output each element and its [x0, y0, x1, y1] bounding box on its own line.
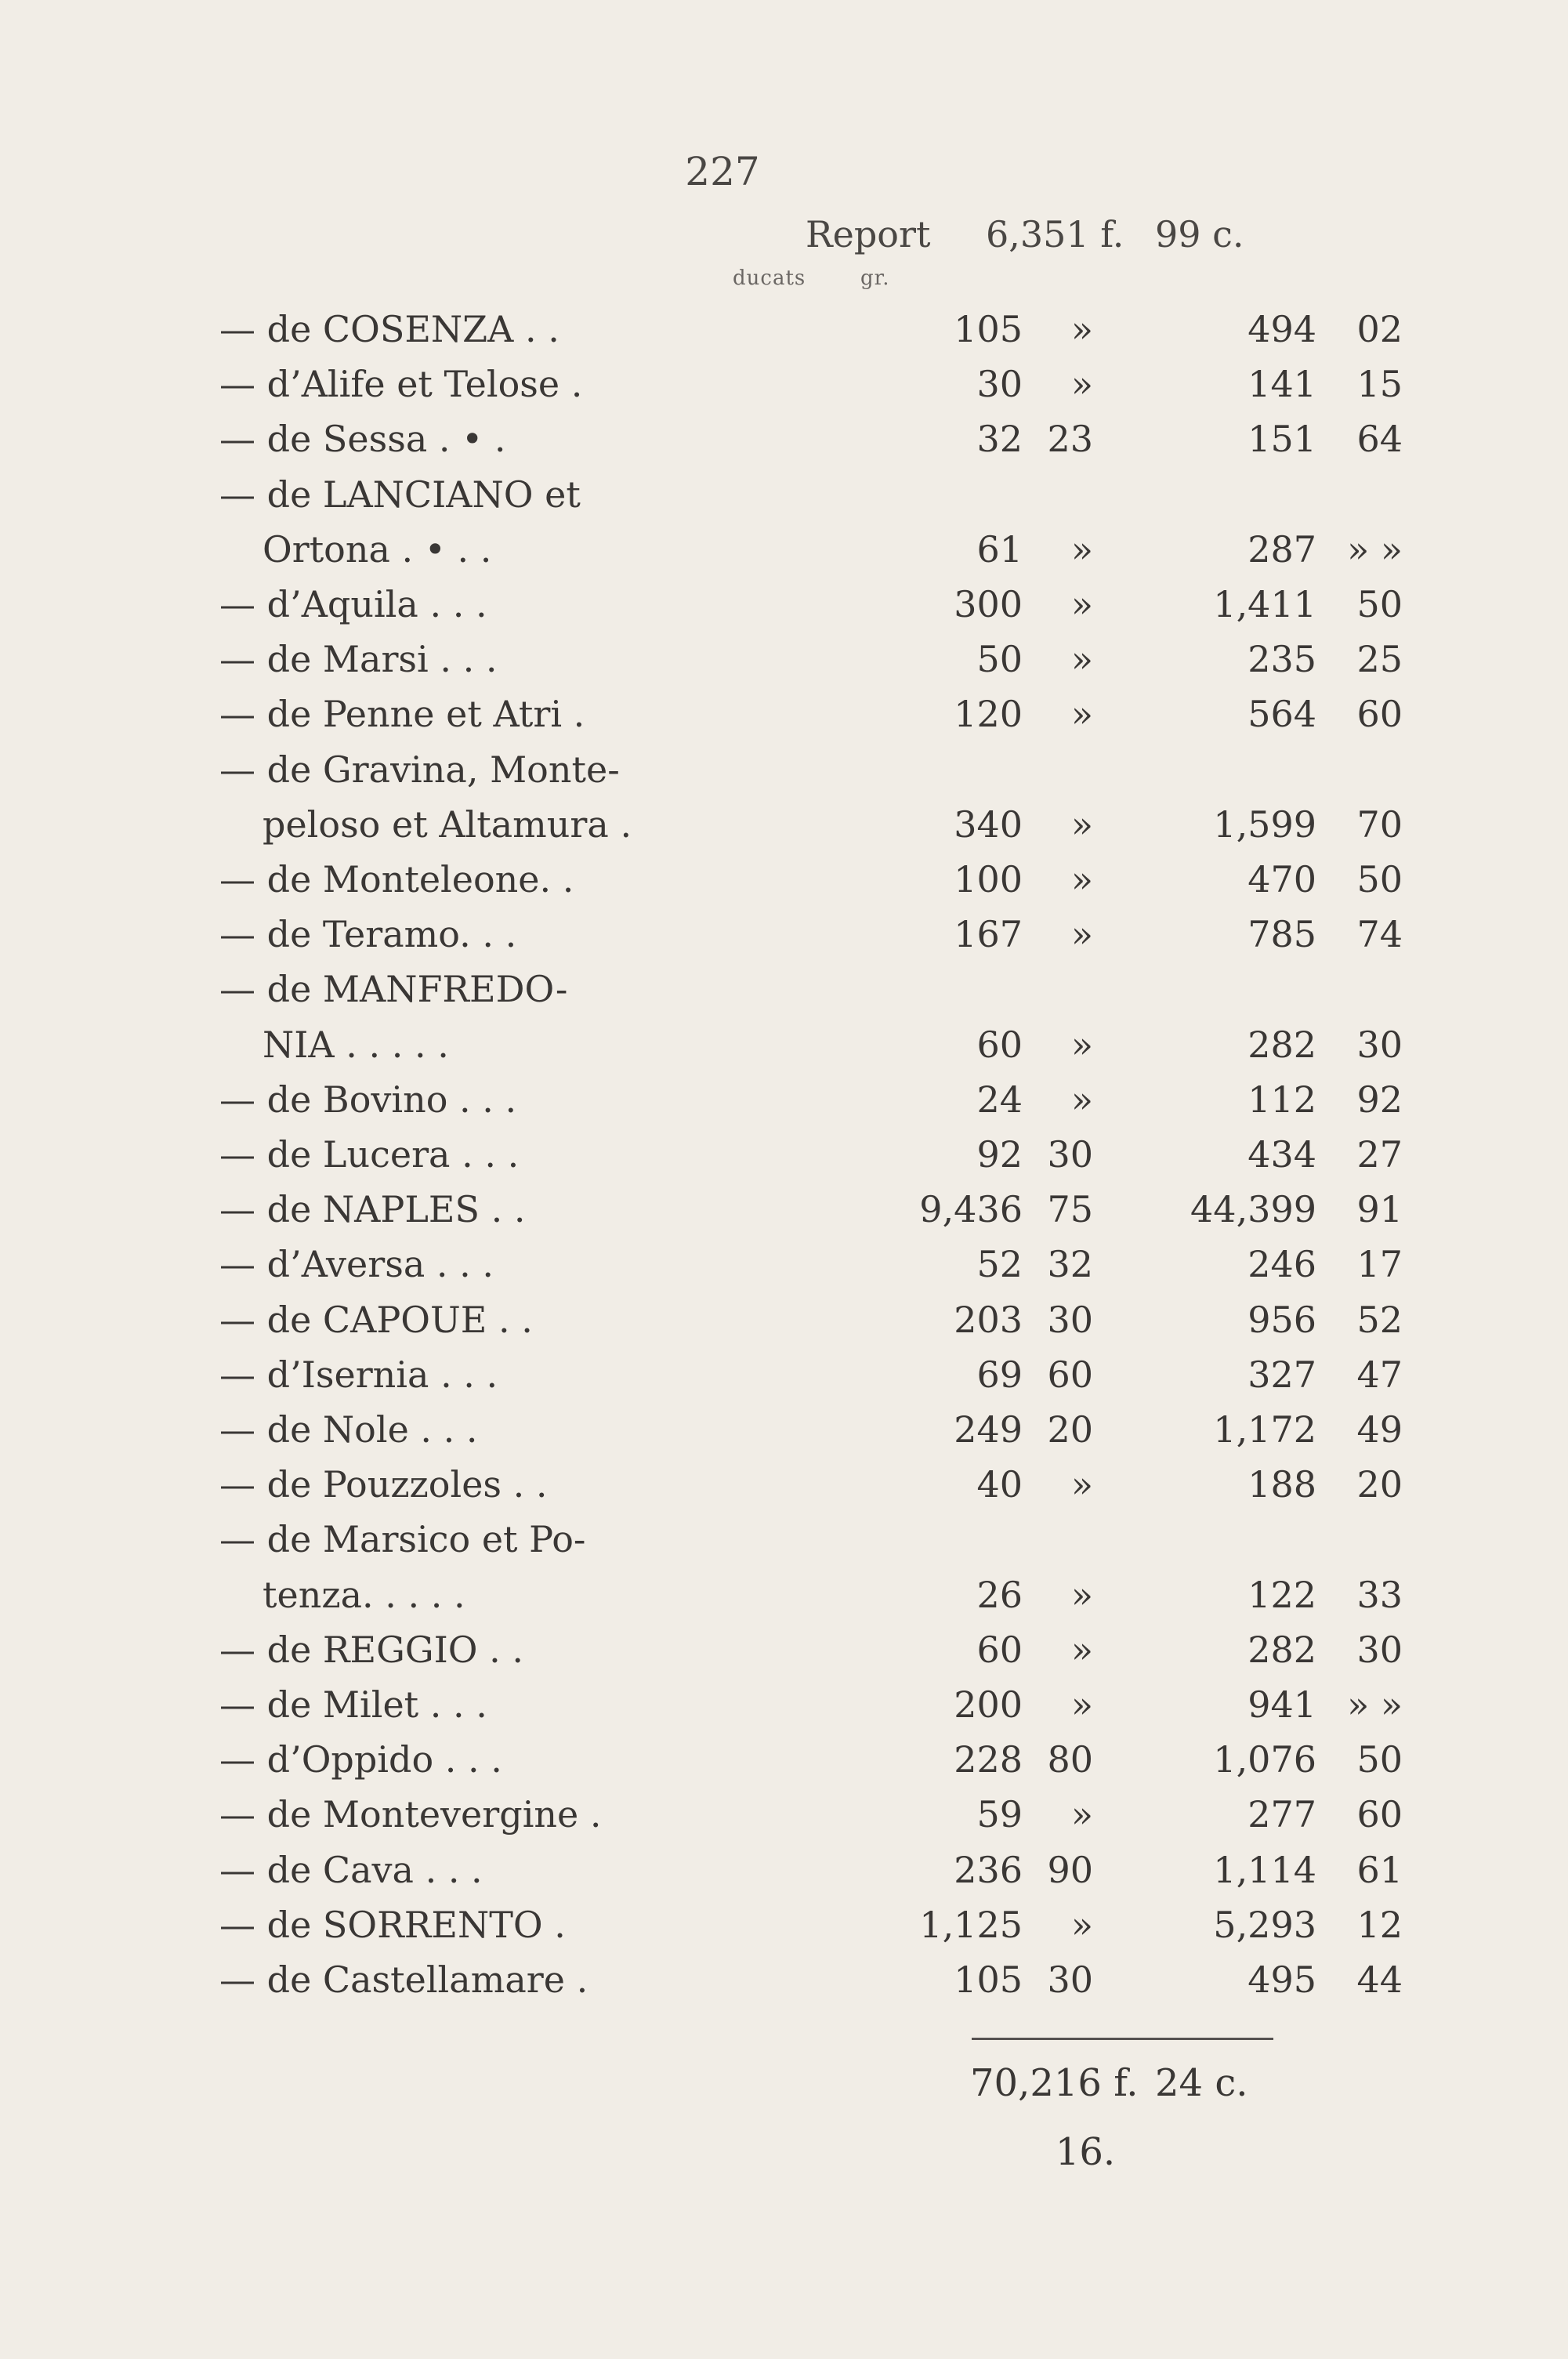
row-name: — de Pouzzoles . . [219, 1463, 548, 1506]
row-ducats: 100 [954, 858, 1023, 900]
row-grains: » [1070, 1463, 1093, 1506]
row-grains: » [1070, 1683, 1093, 1726]
row-francs: 956 [1248, 1298, 1316, 1341]
row-ducats: 60 [976, 1023, 1023, 1066]
row-ducats: 92 [976, 1133, 1023, 1176]
row-ducats: 105 [954, 1959, 1023, 2001]
row-cents: 74 [1356, 913, 1403, 956]
row-francs: 327 [1248, 1353, 1316, 1396]
table-row [212, 1512, 1293, 1567]
table-row [212, 411, 1403, 466]
row-name: — de Gravina, Monte- [219, 748, 620, 791]
row-cents: 25 [1356, 638, 1403, 681]
table-row [212, 1787, 1403, 1842]
row-name: — de Bovino . . . [219, 1078, 517, 1121]
row-ducats: 26 [976, 1573, 1023, 1616]
table-row [212, 797, 1403, 852]
row-name: — d’Alife et Telose . [219, 363, 583, 406]
row-cents: 27 [1356, 1133, 1403, 1176]
row-grains: 80 [1047, 1738, 1093, 1781]
row-grains: 75 [1047, 1188, 1093, 1231]
row-ducats: 69 [976, 1353, 1023, 1396]
report-cents: 99 c. [1155, 213, 1244, 255]
total-amount: 70,216 f. [970, 2061, 1139, 2105]
row-ducats: 167 [954, 913, 1023, 956]
row-name: tenza. . . . . [263, 1573, 465, 1616]
row-name: — de Lucera . . . [219, 1133, 520, 1176]
row-ducats: 236 [954, 1848, 1023, 1891]
row-cents: 30 [1356, 1628, 1403, 1671]
table-row [212, 467, 1293, 522]
row-ducats: 61 [976, 527, 1023, 571]
table-row [212, 1292, 1403, 1347]
row-cents: 92 [1356, 1078, 1403, 1121]
row-cents: 30 [1356, 1023, 1403, 1066]
row-name: — de LANCIANO et [219, 473, 581, 516]
row-name: — de Monteleone. . [219, 858, 574, 900]
row-cents: 64 [1356, 418, 1403, 461]
row-grains: 60 [1047, 1353, 1093, 1396]
row-cents: 02 [1356, 308, 1403, 350]
row-name: — de REGGIO . . [219, 1628, 523, 1671]
total-rule [972, 2038, 1273, 2040]
row-francs: 495 [1248, 1959, 1316, 2001]
table-row [212, 1017, 1403, 1072]
row-grains: 30 [1047, 1959, 1093, 2001]
page-number: 227 [685, 149, 760, 194]
row-name: — de SORRENTO . [219, 1903, 566, 1946]
row-cents: 60 [1356, 1793, 1403, 1836]
table-row [212, 1677, 1403, 1732]
report-amount: 6,351 f. [986, 213, 1124, 255]
table-row [212, 632, 1403, 687]
row-ducats: 228 [954, 1738, 1023, 1781]
row-grains: » [1070, 1078, 1093, 1121]
row-francs: 44,399 [1190, 1188, 1316, 1231]
row-ducats: 40 [976, 1463, 1023, 1506]
row-name: — de Nole . . . [219, 1408, 478, 1451]
table-row [212, 907, 1403, 962]
row-grains: » [1070, 1793, 1093, 1836]
row-cents: 70 [1356, 803, 1403, 846]
table-row [212, 302, 1403, 357]
row-name: — de Marsi . . . [219, 638, 498, 681]
row-francs: 434 [1248, 1133, 1316, 1176]
table-row [212, 1402, 1403, 1457]
row-cents: 44 [1356, 1959, 1403, 2001]
row-name: — de Penne et Atri . [219, 693, 585, 736]
row-ducats: 120 [954, 693, 1023, 736]
table-row [212, 1182, 1403, 1237]
row-ducats: 52 [976, 1243, 1023, 1286]
row-francs: 282 [1248, 1628, 1316, 1671]
table-row [212, 1237, 1403, 1292]
row-name: — de Milet . . . [219, 1683, 487, 1726]
table-row [212, 357, 1403, 411]
row-cents: 61 [1356, 1848, 1403, 1891]
column-header-ducats: ducats [733, 266, 806, 290]
row-grains: 32 [1047, 1243, 1093, 1286]
row-grains: » [1070, 858, 1093, 900]
row-name: — de CAPOUE . . [219, 1298, 533, 1341]
row-name: — de NAPLES . . [219, 1188, 526, 1231]
row-name: peloso et Altamura . [263, 803, 632, 846]
row-cents: 12 [1356, 1903, 1403, 1946]
row-ducats: 60 [976, 1628, 1023, 1671]
table-row [212, 1127, 1403, 1182]
row-ducats: 249 [954, 1408, 1023, 1451]
row-cents: 20 [1356, 1463, 1403, 1506]
row-grains: » [1070, 1903, 1093, 1946]
row-grains: » [1070, 1573, 1093, 1616]
report-label: Report [806, 213, 931, 255]
table-row [212, 742, 1293, 797]
row-name: — d’Oppido . . . [219, 1738, 502, 1781]
row-cents: 52 [1356, 1298, 1403, 1341]
row-name: NIA . . . . . [263, 1023, 449, 1066]
row-name: — d’Isernia . . . [219, 1353, 498, 1396]
row-grains: 30 [1047, 1298, 1093, 1341]
row-francs: 282 [1248, 1023, 1316, 1066]
table-row [212, 577, 1403, 632]
row-francs: 287 [1248, 527, 1316, 571]
row-francs: 1,411 [1213, 583, 1316, 625]
row-francs: 235 [1248, 638, 1316, 681]
table-row [212, 1897, 1403, 1952]
row-francs: 785 [1248, 913, 1316, 956]
table-row [212, 1732, 1403, 1787]
row-francs: 5,293 [1213, 1903, 1316, 1946]
row-grains: » [1070, 913, 1093, 956]
row-grains: 30 [1047, 1133, 1093, 1176]
table-row [212, 1072, 1403, 1127]
row-cents: 50 [1356, 583, 1403, 625]
row-francs: 151 [1248, 418, 1316, 461]
row-cents: 33 [1356, 1573, 1403, 1616]
row-ducats: 105 [954, 308, 1023, 350]
row-grains: » [1070, 308, 1093, 350]
row-ducats: 200 [954, 1683, 1023, 1726]
row-cents: 49 [1356, 1408, 1403, 1451]
column-header-grains: gr. [860, 266, 890, 290]
row-francs: 122 [1248, 1573, 1316, 1616]
row-name: — de Teramo. . . [219, 913, 517, 956]
table-row [212, 962, 1293, 1016]
table-row [212, 687, 1403, 741]
row-ducats: 9,436 [919, 1188, 1023, 1231]
row-name: — de MANFREDO- [219, 968, 568, 1011]
row-francs: 112 [1248, 1078, 1316, 1121]
row-cents: 47 [1356, 1353, 1403, 1396]
table-row [212, 1622, 1403, 1677]
row-francs: 564 [1248, 693, 1316, 736]
row-ducats: 24 [976, 1078, 1023, 1121]
row-name: — de Marsico et Po- [219, 1518, 586, 1561]
row-grains: » [1070, 1023, 1093, 1066]
row-ducats: 32 [976, 418, 1023, 461]
row-francs: 1,076 [1213, 1738, 1316, 1781]
row-ducats: 203 [954, 1298, 1023, 1341]
row-cents: 91 [1356, 1188, 1403, 1231]
row-name: — d’Aversa . . . [219, 1243, 494, 1286]
row-francs: 470 [1248, 858, 1316, 900]
row-ducats: 30 [976, 363, 1023, 406]
row-name: — de COSENZA . . [219, 308, 559, 350]
row-cents: 50 [1356, 1738, 1403, 1781]
row-cents: 17 [1356, 1243, 1403, 1286]
row-cents: » » [1347, 1683, 1403, 1726]
table-row [212, 1347, 1403, 1402]
row-francs: 277 [1248, 1793, 1316, 1836]
row-grains: » [1070, 527, 1093, 571]
table-row [212, 1457, 1403, 1512]
row-francs: 1,114 [1213, 1848, 1316, 1891]
row-ducats: 300 [954, 583, 1023, 625]
row-grains: 90 [1047, 1848, 1093, 1891]
row-name: — de Cava . . . [219, 1848, 483, 1891]
row-name: — de Castellamare . [219, 1959, 588, 2001]
row-francs: 1,599 [1213, 803, 1316, 846]
row-grains: 20 [1047, 1408, 1093, 1451]
row-grains: » [1070, 1628, 1093, 1671]
row-name: Ortona . • . . [263, 527, 492, 571]
row-cents: » » [1347, 527, 1403, 571]
row-francs: 941 [1248, 1683, 1316, 1726]
row-cents: 15 [1356, 363, 1403, 406]
row-grains: » [1070, 638, 1093, 681]
table-row [212, 852, 1403, 907]
row-francs: 494 [1248, 308, 1316, 350]
row-name: — de Montevergine . [219, 1793, 602, 1836]
row-ducats: 340 [954, 803, 1023, 846]
row-name: — d’Aquila . . . [219, 583, 487, 625]
row-name: — de Sessa . • . [219, 418, 506, 461]
table-row [212, 522, 1403, 577]
table-row [212, 1567, 1403, 1622]
row-grains: » [1070, 693, 1093, 736]
table-row [212, 1952, 1403, 2007]
row-francs: 141 [1248, 363, 1316, 406]
total-cents: 24 c. [1155, 2061, 1248, 2105]
row-grains: » [1070, 583, 1093, 625]
row-cents: 60 [1356, 693, 1403, 736]
row-ducats: 50 [976, 638, 1023, 681]
row-francs: 1,172 [1213, 1408, 1316, 1451]
row-ducats: 59 [976, 1793, 1023, 1836]
row-grains: 23 [1047, 418, 1093, 461]
row-francs: 246 [1248, 1243, 1316, 1286]
signature-mark: 16. [1055, 2130, 1116, 2174]
row-francs: 188 [1248, 1463, 1316, 1506]
row-grains: » [1070, 363, 1093, 406]
row-grains: » [1070, 803, 1093, 846]
table-row [212, 1843, 1403, 1897]
row-cents: 50 [1356, 858, 1403, 900]
row-ducats: 1,125 [919, 1903, 1023, 1946]
